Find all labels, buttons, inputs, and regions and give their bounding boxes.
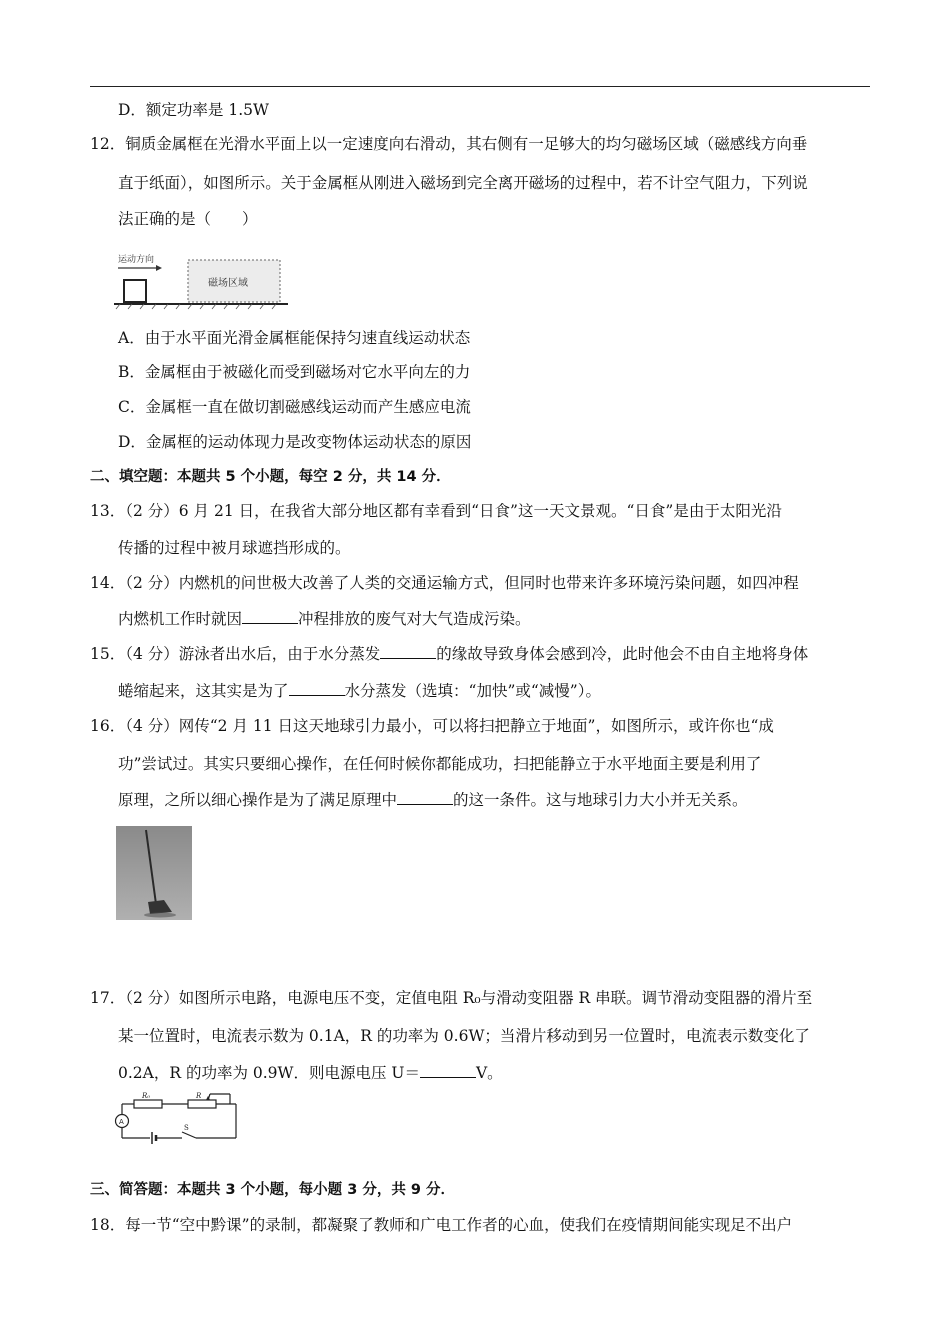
q14-line1: 14．（2 分）内燃机的问世极大改善了人类的交通运输方式，但同时也带来许多环境污染问题，如四冲程 — [90, 574, 799, 592]
label-r0: R₀ — [142, 1092, 151, 1100]
q16-broom-photo — [116, 826, 192, 920]
q17-line3-pre: 0.2A，R 的功率为 0.9W．则电源电压 U＝ — [118, 1064, 420, 1082]
q12-stem-line3: 法正确的是（ ） — [118, 210, 258, 228]
rheostat-r — [188, 1100, 216, 1108]
q12-option-a: A．由于水平面光滑金属框能保持匀速直线运动状态 — [118, 329, 471, 347]
q12-option-c: C．金属框一直在做切割磁感线运动而产生感应电流 — [118, 398, 471, 416]
q14-line2-post: 冲程排放的废气对大气造成污染。 — [298, 610, 531, 628]
header-rule — [90, 86, 870, 87]
q15-line2 — [118, 681, 601, 701]
q17-answer-blank — [420, 1063, 476, 1078]
arrow-head-icon — [156, 265, 162, 271]
q13-line2: 传播的过程中被月球遮挡形成的。 — [118, 539, 351, 557]
q11-option-d: D．额定功率是 1.5W — [118, 101, 269, 119]
q16-line3-pre: 原理，之所以细心操作是为了满足原理中 — [118, 791, 398, 809]
q18-line1: 18．每一节“空中黔课”的录制，都凝聚了教师和广电工作者的心血，使我们在疫情期间能实现足不出户 — [90, 1216, 793, 1234]
section-3-heading: 三、简答题：本题共 3 个小题，每小题 3 分，共 9 分． — [90, 1182, 456, 1198]
q16-line2: 功”尝试过。其实只要细心操作，在任何时候你都能成功，扫把能静立于水平地面主要是利用了 — [118, 755, 762, 773]
broom-shadow — [144, 913, 176, 918]
q14-answer-blank — [242, 609, 298, 624]
q12-figure — [112, 250, 292, 310]
q16-line3-post: 的这一条件。这与地球引力大小并无关系。 — [453, 791, 748, 809]
q12-arrow-label: 运动方向 — [118, 255, 155, 265]
q15-line1-pre: 15．（4 分）游泳者出水后，由于水分蒸发 — [90, 645, 381, 663]
q17-line2: 某一位置时，电流表示数为 0.1A，R 的功率为 0.6W；当滑片移动到另一位置时，电流表示数变化了 — [118, 1027, 810, 1045]
q12-option-d: D．金属框的运动体现力是改变物体运动状态的原因 — [118, 433, 472, 451]
q15-line2-pre: 蜷缩起来，这其实是为了 — [118, 682, 289, 700]
section-2-heading: 二、填空题：本题共 5 个小题，每空 2 分，共 14 分． — [90, 469, 451, 485]
q17-circuit-diagram — [112, 1092, 242, 1144]
q14-line2-pre: 内燃机工作时就因 — [118, 610, 243, 628]
q15-answer-blank-2 — [289, 681, 345, 696]
q16-line1: 16．（4 分）网传“2 月 11 日这天地球引力最小，可以将扫把静立于地面”，如图所示，或许你也“成 — [90, 717, 774, 735]
q15-line1 — [90, 644, 808, 664]
q16-answer-blank — [397, 790, 453, 805]
q13-line1: 13．（2 分）6 月 21 日，在我省大部分地区都有幸看到“日食”这一天文景观。“日食”是由于太阳光沿 — [90, 502, 782, 520]
q12-stem-line1: 12．铜质金属框在光滑水平面上以一定速度向右滑动，其右侧有一足够大的均匀磁场区域（磁感线方向垂 — [90, 135, 808, 153]
q15-line1-post: 的缘故导致身体会感到冷，此时他会不由自主地将身体 — [436, 645, 809, 663]
q16-line3 — [118, 790, 748, 810]
q17-line1: 17．（2 分）如图所示电路，电源电压不变，定值电阻 R₀与滑动变阻器 R 串联。调节滑动变阻器的滑片至 — [90, 989, 813, 1007]
q12-field-label: 磁场区域 — [208, 278, 248, 289]
label-ammeter: A — [119, 1118, 124, 1126]
resistor-r0 — [134, 1100, 162, 1108]
q17-line3 — [118, 1063, 503, 1083]
metal-frame — [124, 280, 146, 302]
switch-s — [182, 1132, 196, 1138]
label-r: R — [196, 1092, 202, 1100]
label-switch: S — [184, 1124, 189, 1132]
q15-answer-blank-1 — [380, 644, 436, 659]
q12-option-b: B．金属框由于被磁化而受到磁场对它水平向左的力 — [118, 363, 471, 381]
q14-line2 — [118, 609, 531, 629]
q12-stem-line2: 直于纸面），如图所示。关于金属框从刚进入磁场到完全离开磁场的过程中，若不计空气阻力，下列说 — [118, 174, 808, 192]
q15-line2-post: 水分蒸发（选填：“加快”或“减慢”）。 — [344, 682, 601, 700]
q17-line3-post: V。 — [475, 1064, 503, 1082]
